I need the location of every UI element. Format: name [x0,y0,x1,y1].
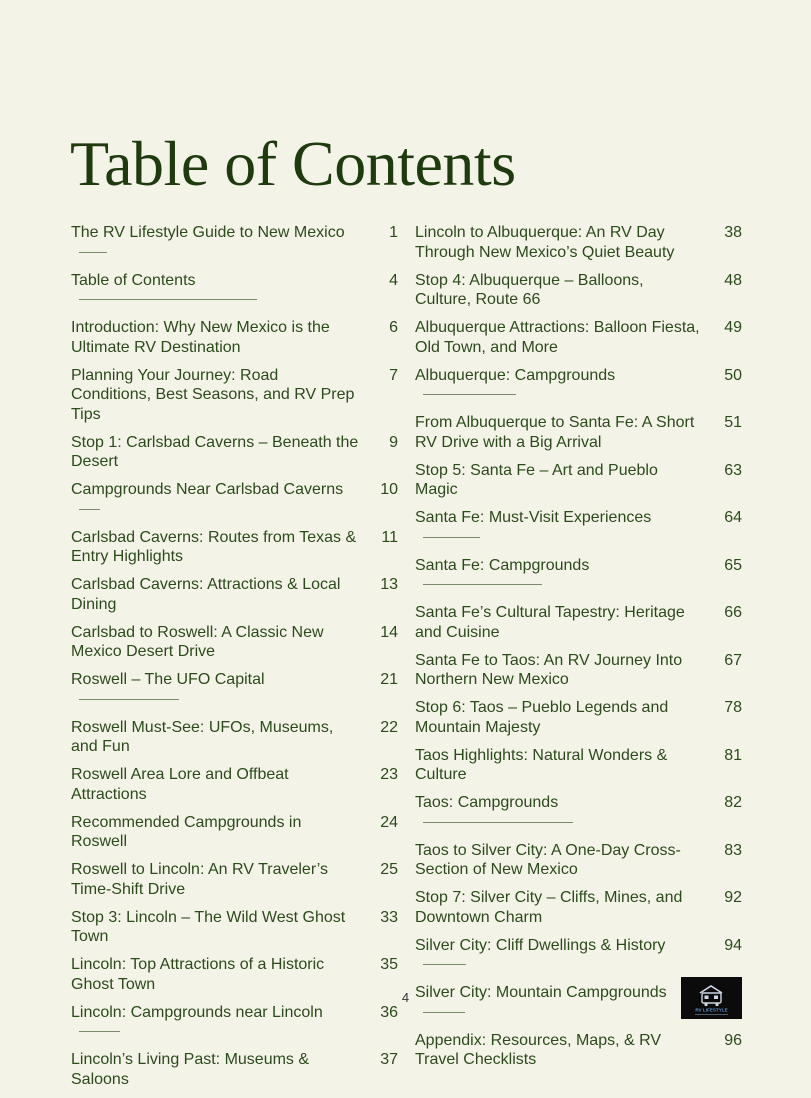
toc-entry-page-number: 82 [724,794,742,811]
dot-leader [79,299,257,300]
toc-entry-page-number: 96 [724,1031,742,1049]
toc-entry-page-number: 14 [380,623,398,641]
toc-entry-title: Roswell Area Lore and Offbeat Attractions [71,766,289,803]
toc-entry-title: Roswell to Lincoln: An RV Traveler’s Time-Shift Drive [71,861,329,898]
toc-entry[interactable] [71,1003,398,1042]
rv-lifestyle-logo-icon [681,977,742,1019]
toc-entry-title: Carlsbad Caverns: Routes from Texas & Entry Highlights [71,528,357,565]
toc-entry[interactable] [71,366,398,425]
toc-entry[interactable] [71,480,398,519]
dot-leader [79,252,107,253]
toc-entry[interactable] [71,575,398,614]
toc-entry[interactable] [71,528,398,567]
toc-entry-page-number: 24 [380,813,398,831]
toc-entry-title: Santa Fe to Taos: An RV Journey Into Northern New Mexico [415,651,683,688]
toc-entry-page-number: 9 [389,433,398,451]
toc-entry-page-number: 65 [724,556,742,574]
toc-entry[interactable] [415,1031,742,1070]
toc-entry-title: From Albuquerque to Santa Fe: A Short RV Drive with a Big Arrival [415,414,695,451]
toc-entry-title: Campgrounds Near Carlsbad Caverns [71,481,344,498]
toc-entry-title: Appendix: Resources, Maps, & RV Travel Checklists [415,1031,662,1068]
toc-entry[interactable] [415,223,742,262]
page-number: 4 [401,990,410,1005]
toc-entry-page-number: 63 [724,461,742,479]
toc-entry-page-number: 38 [724,224,742,241]
toc-entry-page-number: 33 [380,908,398,926]
toc-entry[interactable] [415,556,742,595]
toc-column-left [71,223,398,1098]
toc-entry-title: Lincoln: Campgrounds near Lincoln [71,1003,323,1021]
toc-entry[interactable] [415,698,742,737]
toc-entry-page-number: 92 [724,889,742,906]
toc-entry-page-number: 4 [389,271,398,289]
toc-entry[interactable] [415,841,742,880]
toc-entry[interactable] [415,271,742,310]
logo-text: RV LIFESTYLE [695,1007,728,1013]
toc-entry[interactable] [71,223,398,262]
toc-entry[interactable] [415,888,742,927]
rv-lifestyle-logo [681,977,742,1019]
toc-entry-title: Table of Contents [71,271,196,289]
toc-entry-page-number: 64 [724,509,742,526]
toc-column-right [415,223,742,1078]
toc-entry-title: Santa Fe: Must-Visit Experiences [415,509,652,526]
toc-entry-page-number: 35 [380,956,398,973]
toc-entry[interactable] [415,793,742,832]
toc-entry[interactable] [415,366,742,405]
toc-entry-title: Santa Fe’s Cultural Tapestry: Heritage and Cuisine [415,604,685,641]
toc-entry[interactable] [415,508,742,547]
toc-entry-page-number: 21 [380,671,398,688]
dot-leader [423,822,573,823]
toc-entry-page-number: 66 [724,604,742,621]
toc-entry-page-number: 37 [380,1051,398,1068]
toc-entry-page-number: 25 [380,861,398,878]
toc-entry-page-number: 81 [724,746,742,764]
toc-entry[interactable] [71,1050,398,1089]
dot-leader [423,964,466,965]
toc-entry-title: Introduction: Why New Mexico is the Ultimate RV Destination [71,319,330,356]
toc-entry[interactable] [71,765,398,804]
toc-entry-title: Stop 4: Albuquerque – Balloons, Culture, Route 66 [415,271,644,308]
toc-entry[interactable] [71,670,398,709]
toc-entry[interactable] [415,603,742,642]
toc-entry-page-number: 83 [724,841,742,859]
toc-entry-page-number: 94 [724,936,742,954]
toc-entry[interactable] [415,936,742,975]
toc-entry-page-number: 36 [380,1003,398,1021]
toc-entry-title: Carlsbad Caverns: Attractions & Local Dining [71,576,341,613]
toc-entry-page-number: 6 [389,319,398,336]
toc-entry-page-number: 13 [380,576,398,593]
toc-entry-title: Albuquerque Attractions: Balloon Fiesta, Old Town, and More [415,319,700,356]
toc-entry-title: The RV Lifestyle Guide to New Mexico [71,224,345,241]
toc-entry-title: Recommended Campgrounds in Roswell [71,813,302,850]
toc-entry[interactable] [415,318,742,357]
toc-entry-title: Roswell – The UFO Capital [71,671,265,688]
toc-entry-title: Stop 3: Lincoln – The Wild West Ghost Town [71,908,346,945]
toc-entry-title: Taos: Campgrounds [415,794,559,811]
toc-entry[interactable] [415,746,742,785]
toc-entry-page-number: 23 [380,766,398,783]
toc-entry-page-number: 7 [389,366,398,384]
toc-entry[interactable] [71,813,398,852]
toc-entry-title: Lincoln: Top Attractions of a Historic Ghost Town [71,956,325,993]
toc-entry[interactable] [415,651,742,690]
toc-entry-title: Santa Fe: Campgrounds [415,556,590,574]
toc-entry-page-number: 48 [724,271,742,289]
toc-entry-page-number: 22 [380,718,398,736]
dot-leader [79,1031,120,1032]
toc-entry-page-number: 51 [724,414,742,431]
toc-entry-title: Silver City: Mountain Campgrounds [415,984,667,1001]
toc-entry-title: Stop 6: Taos – Pueblo Legends and Mountain Majesty [415,699,669,736]
dot-leader [423,584,542,585]
toc-entry[interactable] [71,718,398,757]
toc-entry-title: Lincoln to Albuquerque: An RV Day Through New Mexico’s Quiet Beauty [415,224,675,261]
toc-entry-title: Taos to Silver City: A One-Day Cross-Section of New Mexico [415,841,681,878]
toc-entry-page-number: 78 [724,699,742,716]
toc-entry-page-number: 49 [724,319,742,336]
toc-entry-page-number: 1 [389,224,398,241]
toc-entry-title: Planning Your Journey: Road Conditions, Best Seasons, and RV Prep Tips [71,366,355,423]
toc-entry[interactable] [71,271,398,310]
toc-entry-title: Lincoln’s Living Past: Museums & Saloons [71,1051,310,1088]
dot-leader [79,699,179,700]
dot-leader [423,1012,465,1013]
toc-entry-page-number: 50 [724,366,742,384]
toc-entry[interactable] [71,623,398,662]
toc-entry-title: Stop 7: Silver City – Cliffs, Mines, and Downtown Charm [415,889,683,926]
toc-entry[interactable] [71,908,398,947]
toc-entry-title: Stop 1: Carlsbad Caverns – Beneath the Desert [71,433,359,470]
toc-entry-title: Taos Highlights: Natural Wonders & Culture [415,746,668,783]
toc-entry-title: Stop 5: Santa Fe – Art and Pueblo Magic [415,461,658,498]
toc-entry[interactable] [71,860,398,899]
dot-leader [423,394,516,395]
toc-entry-title: Carlsbad to Roswell: A Classic New Mexico Desert Drive [71,623,324,660]
toc-entry[interactable] [71,955,398,994]
toc-entry-page-number: 10 [380,481,398,498]
toc-entry[interactable] [71,433,398,472]
toc-entry[interactable] [415,413,742,452]
page-title: Table of Contents [70,128,516,199]
dot-leader [79,509,100,510]
toc-entry-page-number: 67 [724,651,742,669]
toc-entry-title: Silver City: Cliff Dwellings & History [415,936,666,954]
toc-entry-title: Albuquerque: Campgrounds [415,366,616,384]
toc-entry[interactable] [71,318,398,357]
toc-entry[interactable] [415,461,742,500]
dot-leader [423,537,480,538]
toc-entry-title: Roswell Must-See: UFOs, Museums, and Fun [71,718,334,755]
toc-entry-page-number: 11 [381,528,398,546]
